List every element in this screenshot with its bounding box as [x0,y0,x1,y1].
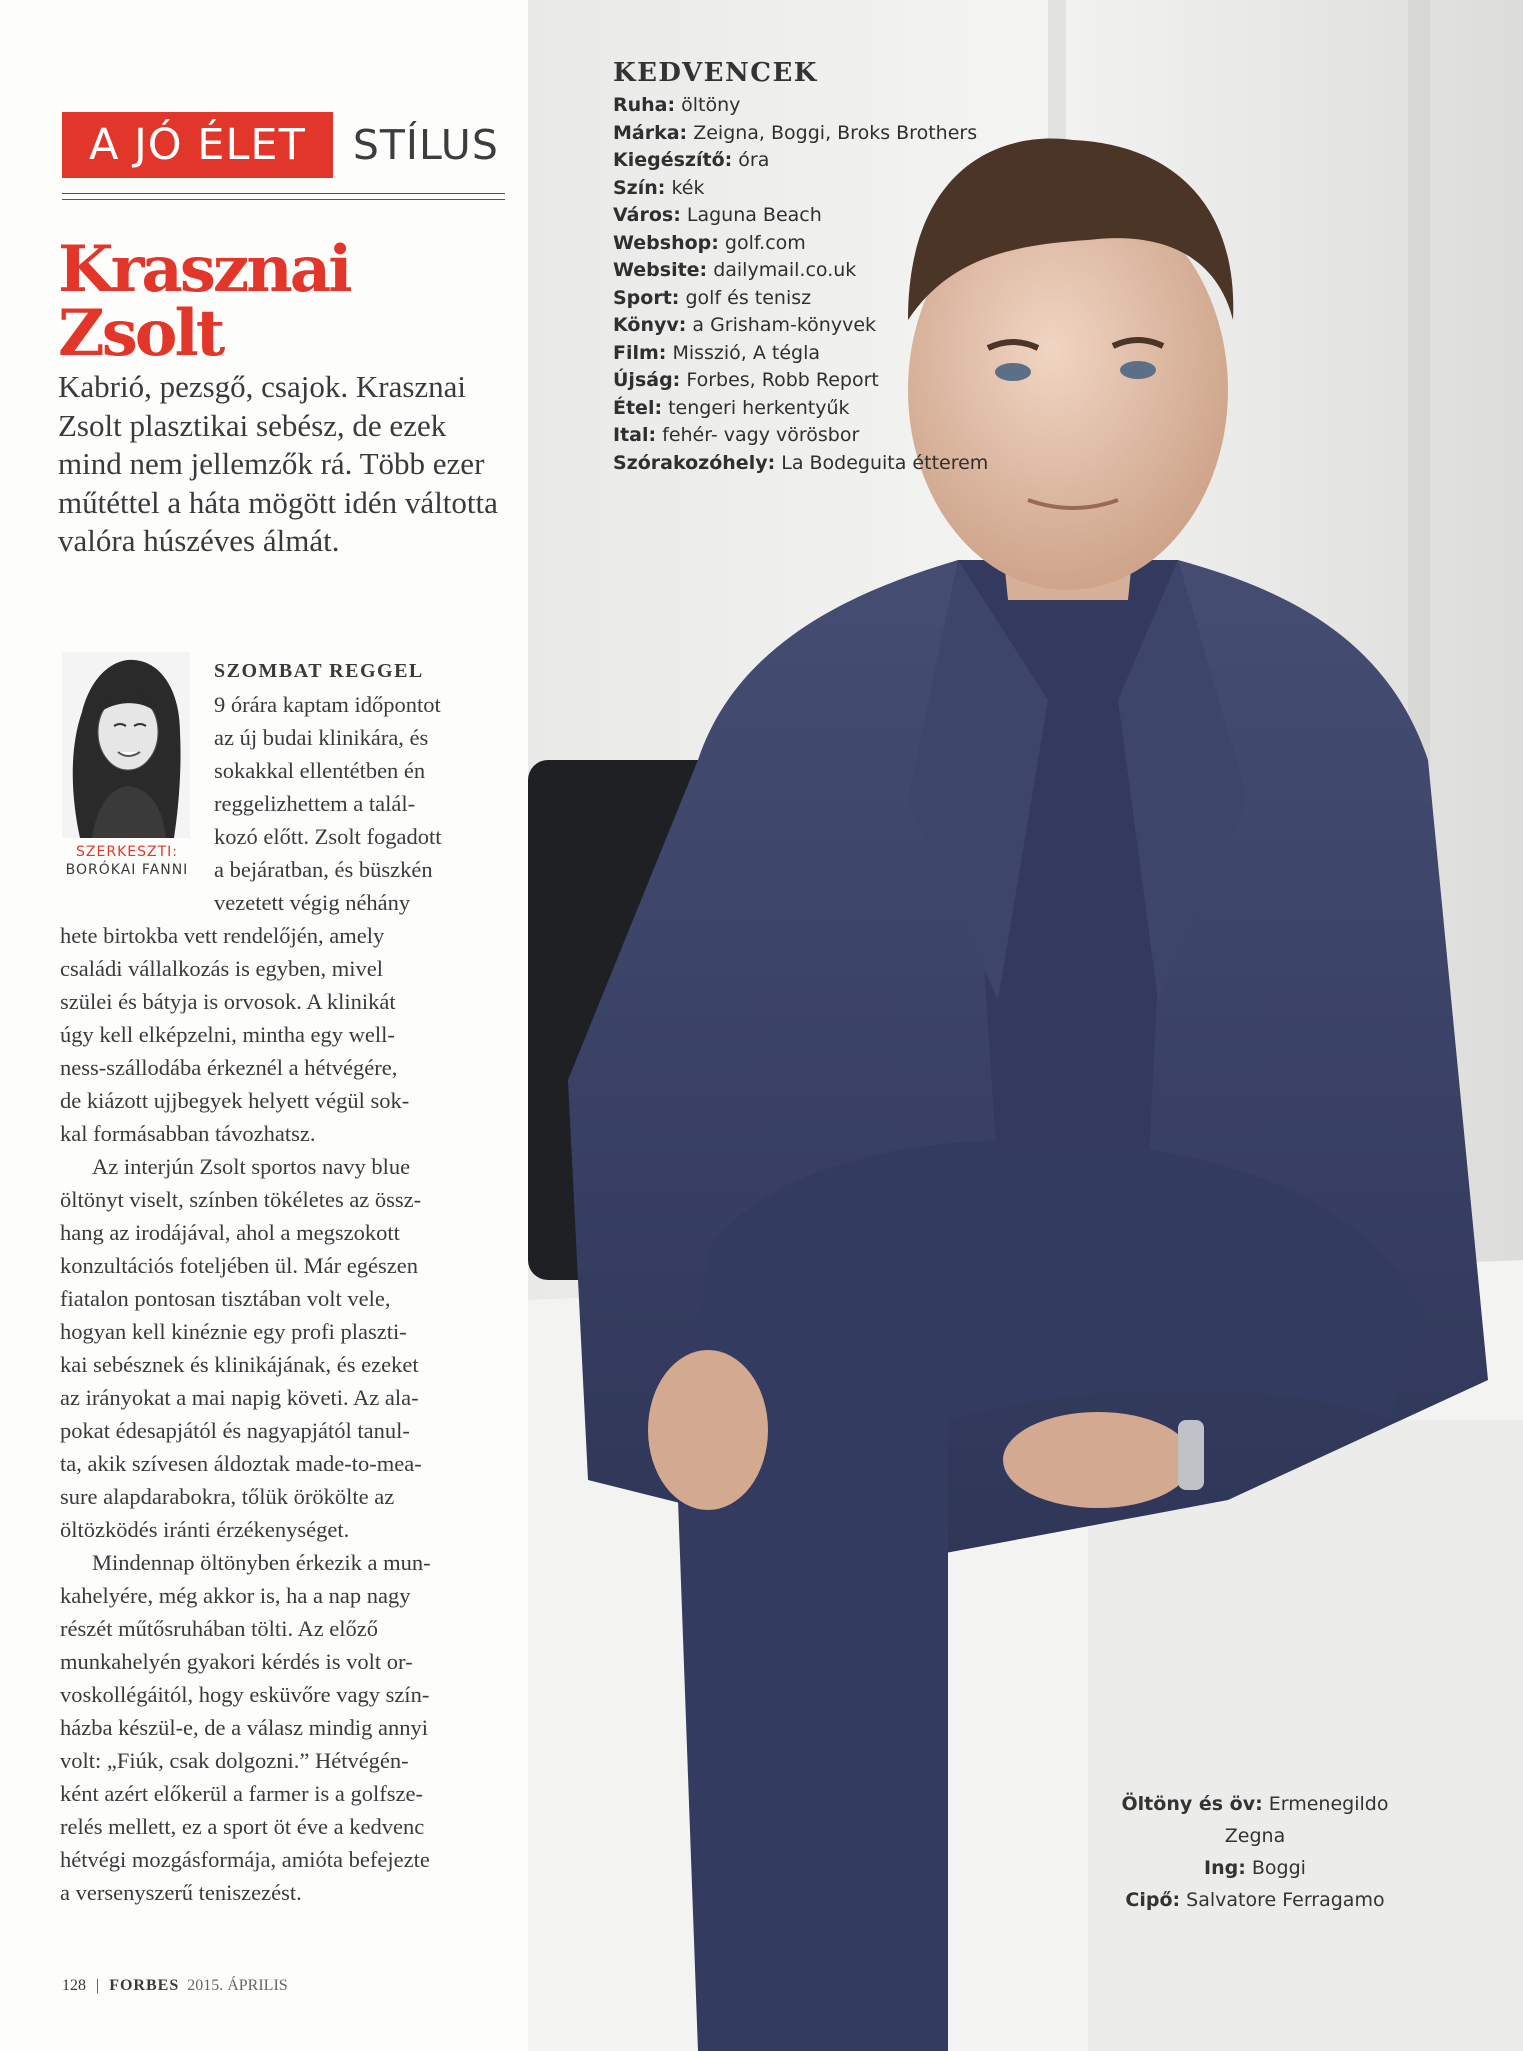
body-line: szülei és bátyja is orvosok. A klinikát [60,989,396,1014]
article-lead: Kabrió, pezsgő, csajok. Krasznai Zsolt plasztikai sebész, de ezek mind nem jellemzők rá. Több ezer műtéttel a háta mögött idén váltotta valóra húszéves álmát. [58,369,498,558]
favorites-title: KEDVENCEK [613,58,818,88]
section-label [62,112,499,178]
divider [62,193,505,194]
body-line: kai sebésznek és klinikájának, és ezeket [60,1352,419,1377]
favorite-value: La Bodeguita étterem [781,451,989,474]
body-line: öltözködés iránti érzékenységet. [60,1517,350,1542]
favorite-item [613,92,988,120]
body-line: ként azért előkerül a farmer is a golfsze- [60,1781,423,1806]
body-line: ness-szállodába érkeznél a hétvégére, [60,1055,398,1080]
divider [62,199,505,200]
favorite-item [613,395,988,423]
body-line: fiatalon pontosan tisztában volt vele, [60,1286,391,1311]
body-line: Mindennap öltönyben érkezik a mun- [92,1550,431,1575]
caption-shoe-value: Salvatore Ferragamo [1186,1889,1385,1911]
favorite-label: Étel: [613,396,663,419]
favorite-value: golf és tenisz [685,286,812,309]
favorite-value: a Grisham-könyvek [692,314,877,336]
favorite-value: óra [738,149,770,171]
body-line: hang az irodájával, ahol a megszokott [60,1220,400,1245]
article-body [60,655,492,1909]
article-headline: Krasznai Zsolt [58,232,350,371]
favorite-item [613,202,988,230]
caption-shirt [1110,1852,1400,1884]
body-line: részét műtősruhában tölti. Az előző [60,1616,379,1641]
body-kicker: SZOMBAT REGGEL [214,660,424,682]
caption-shoe-label: Cipő: [1125,1889,1181,1911]
editor-label: SZERKESZTI: [76,844,178,860]
body-line: 9 órára kaptam időpontot [214,692,441,717]
favorite-label: Szín: [613,176,666,199]
favorite-value: Misszió, A tégla [672,341,821,364]
footer-date: 2015. ÁPRILIS [187,1977,288,1994]
page-number: 128 [62,1977,86,1994]
favorite-label: Film: [613,341,667,364]
favorite-label: Ruha: [613,94,676,116]
favorite-label: Márka: [613,121,688,144]
favorite-item [613,422,988,450]
favorite-value: Laguna Beach [686,204,822,226]
editor-name: BORÓKAI FANNI [65,862,189,878]
favorite-item [613,230,988,258]
body-line: Az interjún Zsolt sportos navy blue [92,1154,411,1179]
caption-suit-label: Öltöny és öv: [1121,1793,1263,1815]
favorite-label: Könyv: [613,314,687,336]
favorite-value: Forbes, Robb Report [686,369,879,391]
favorite-value: golf.com [724,231,806,254]
favorite-label: Szórakozóhely: [613,451,776,474]
favorite-item [613,367,988,395]
body-line: vezetett végig néhány [214,890,411,915]
footer-separator: | [96,1977,100,1994]
page-footer [62,1977,288,1995]
favorite-item [613,147,988,175]
body-line: az irányokat a mai napig követi. Az ala- [60,1385,419,1410]
favorite-item [613,120,988,148]
favorite-item [613,257,988,285]
favorite-label: Sport: [613,286,680,309]
footer-brand: FORBES [109,1977,180,1994]
favorites-box [613,58,988,477]
caption-suit [1110,1788,1400,1852]
body-line: házba készül-e, de a válasz mindig annyi [60,1715,428,1740]
caption-shirt-value: Boggi [1251,1857,1306,1879]
favorite-label: Kiegészítő: [613,149,733,171]
body-line: kal formásabban távozhatsz. [60,1121,316,1146]
favorite-item [613,175,988,203]
caption-suit-value: Ermenegildo Zegna [1224,1793,1389,1847]
favorite-label: Város: [613,204,681,226]
body-line: a bejáratban, és büszkén [214,857,433,882]
body-line: volt: „Fiúk, csak dolgozni.” Hétvégén- [60,1748,409,1773]
body-line: ta, akik szívesen áldoztak made-to-mea- [60,1451,422,1476]
body-line: reggelizhettem a talál- [214,791,416,816]
body-line: hétvégi mozgásformája, amióta befejezte [60,1847,430,1872]
body-line: voskollégáitól, hogy esküvőre vagy szín- [60,1682,430,1707]
favorite-value: kék [671,176,705,199]
body-line: kozó előtt. Zsolt fogadott [214,824,442,849]
article-column [0,0,528,2051]
body-line: az új budai klinikára, és [214,725,429,750]
body-line: konzultációs foteljében ül. Már egészen [60,1253,418,1278]
body-line: öltönyt viselt, színben tökéletes az össz- [60,1187,422,1212]
body-line: sure alapdarabokra, tőlük örökölte az [60,1484,395,1509]
favorite-label: Újság: [613,369,681,391]
favorite-label: Website: [613,259,708,281]
body-line: munkahelyén gyakori kérdés is volt or- [60,1649,413,1674]
favorite-item [613,340,988,368]
favorite-item [613,285,988,313]
favorite-value: dailymail.co.uk [713,259,857,281]
body-line: úgy kell elképzelni, mintha egy well- [60,1022,395,1047]
body-line: relés mellett, ez a sport öt éve a kedvenc [60,1814,425,1839]
favorite-label: Webshop: [613,231,719,254]
body-line: hogyan kell kinéznie egy profi plaszti- [60,1319,407,1344]
caption-shirt-label: Ing: [1204,1857,1246,1879]
favorite-value: Zeigna, Boggi, Broks Brothers [693,121,978,144]
section-label-grey: STÍLUS [352,121,499,169]
favorite-value: öltöny [681,94,741,116]
favorite-label: Ital: [613,424,657,446]
body-line: családi vállalkozás is egyben, mivel [60,956,384,981]
body-line: pokat édesapjától és nagyapjától tanul- [60,1418,410,1443]
favorite-item [613,312,988,340]
body-line: kahelyére, még akkor is, ha a nap nagy [60,1583,411,1608]
favorite-value: tengeri herkentyűk [668,396,850,419]
outfit-caption [1110,1788,1400,1916]
section-label-red: A JÓ ÉLET [62,112,333,178]
favorite-value: fehér- vagy vörösbor [662,424,860,446]
favorite-item [613,450,988,478]
caption-shoe [1110,1884,1400,1916]
body-line: de kiázott ujjbegyek helyett végül sok- [60,1088,410,1113]
body-line: a versenyszerű teniszezést. [60,1880,302,1905]
body-line: hete birtokba vett rendelőjén, amely [60,923,385,948]
body-line: sokakkal ellentétben én [214,758,426,783]
